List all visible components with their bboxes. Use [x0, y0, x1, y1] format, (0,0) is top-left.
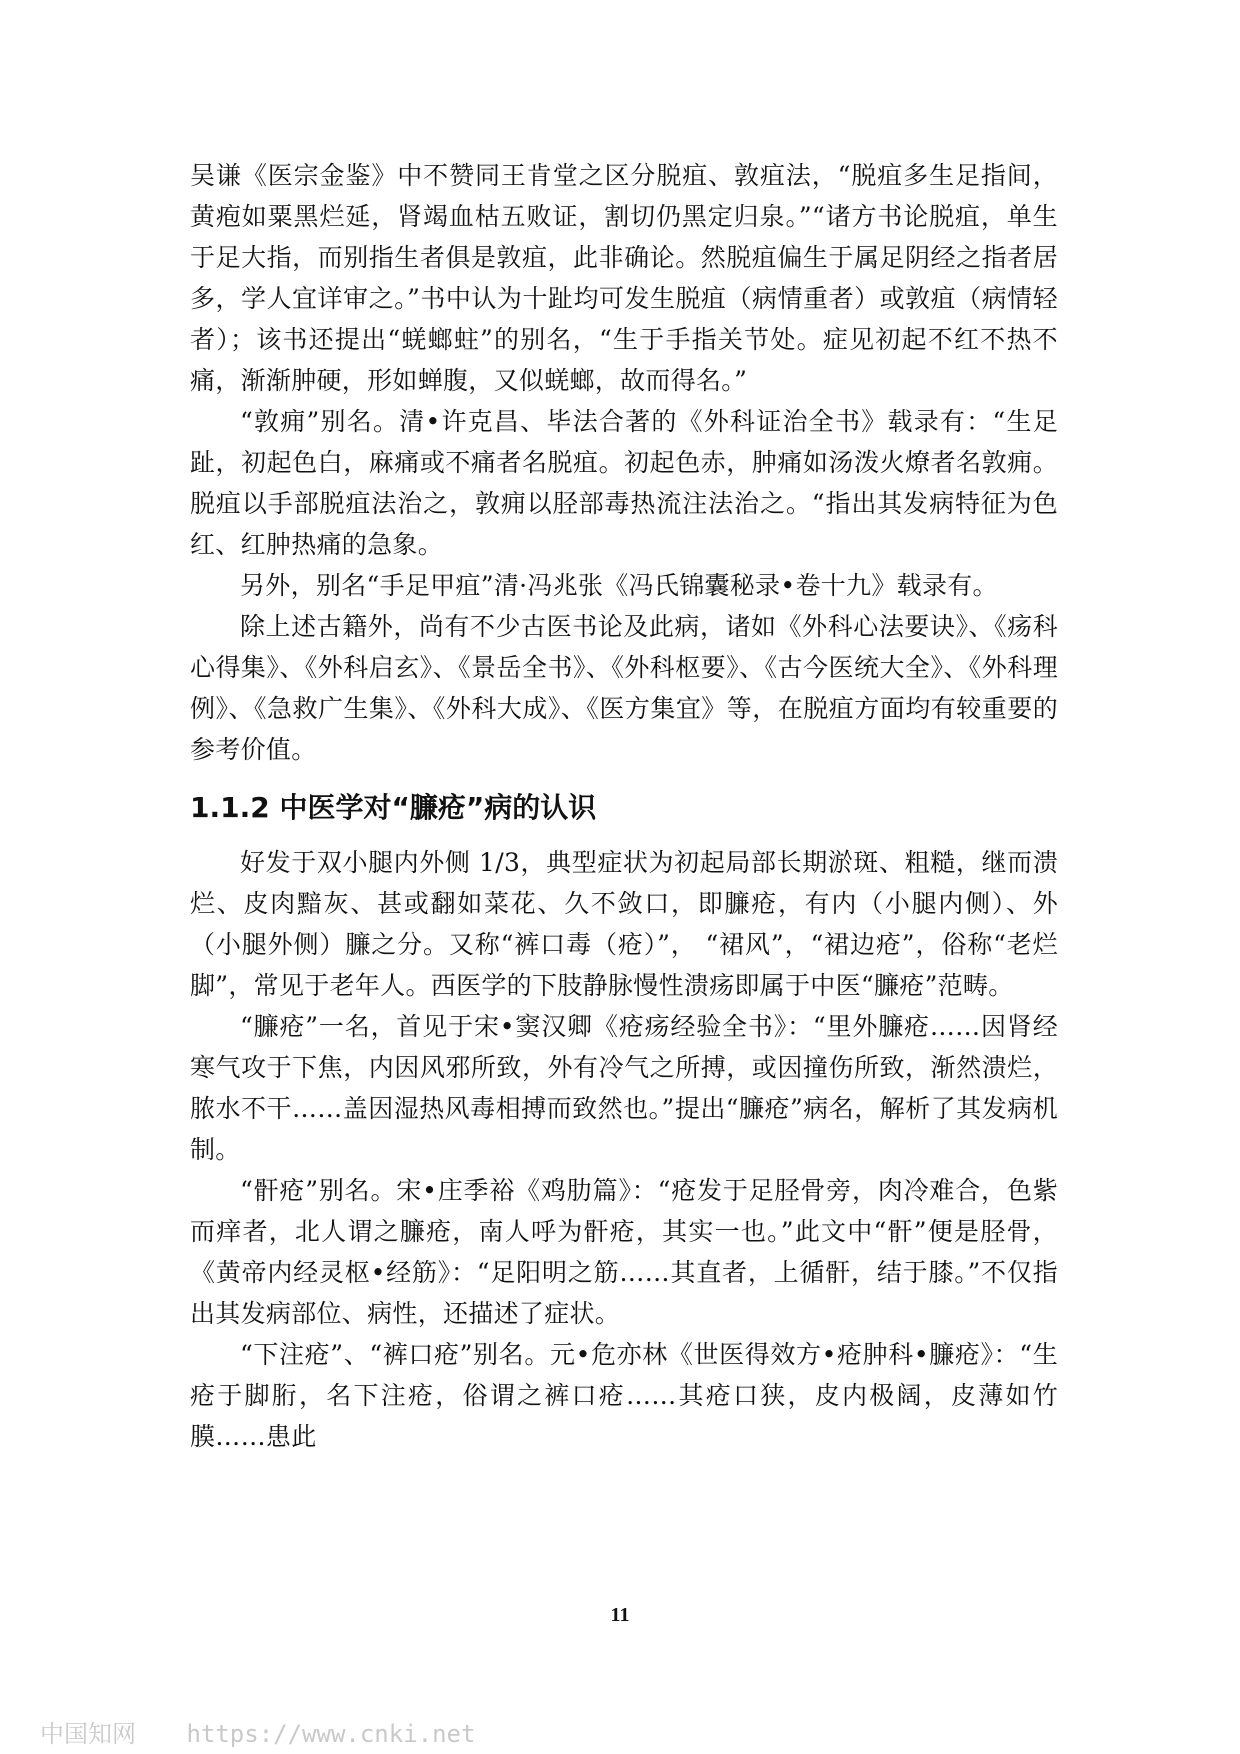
paragraph: “臁疮”一名，首见于宋•窦汉卿《疮疡经验全书》：“里外臁疮……因肾经寒气攻于下焦，内因风邪所致，外有冷气之所搏，或因撞伤所致，渐然溃烂，脓水不干……盖因湿热风毒相搏而致然也。”提出“臁疮”病名，解析了其发病机制。: [190, 1012, 1058, 1164]
paragraph: 吴谦《医宗金鉴》中不赞同王肯堂之区分脱疽、敦疽法，“脱疽多生足指间，黄疱如粟黑烂延，肾竭血枯五败证，割切仍黑定归泉。”“诸方书论脱疽，单生于足大指，而别指生者俱是敦疽，此非确论。然脱疽偏生于属足阴经之指者居多，学人宜详审之。”书中认为十趾均可发生脱疽（病情重者）或敦疽（病情轻者）；该书还提出“蜣螂蛀”的别名，“生于手指关节处。症见初起不红不热不痛，渐渐肿硬，形如蝉腹，又似蜣螂，故而得名。”: [190, 161, 1058, 395]
watermark-url: https://www.cnki.net: [186, 1720, 476, 1748]
body-text: [190, 155, 1058, 1457]
paragraph: 好发于双小腿内外侧 1/3，典型症状为初起局部长期淤斑、粗糙，继而溃烂、皮肉黯灰、甚或翻如菜花、久不敛口，即臁疮，有内（小腿内侧）、外（小腿外侧）臁之分。又称“裤口毒（疮）”， “裙风”，“裙边疮”，俗称“老烂脚”，常见于老年人。西医学的下肢静脉慢性溃疡即属于中医“臁疮”范畴。: [190, 848, 1058, 1000]
page-number: 11: [610, 1604, 630, 1626]
section-heading: 1.1.2 中医学对“臁疮”病的认识: [190, 791, 597, 824]
paragraph: 另外，别名“手足甲疽”清·冯兆张《冯氏锦囊秘录•卷十九》载录有。: [240, 571, 998, 600]
watermark: [40, 1714, 475, 1749]
watermark-site-name: 中国知网: [40, 1720, 136, 1748]
paragraph: “敦痈”别名。清•许克昌、毕法合著的《外科证治全书》载录有：“生足趾，初起色白，麻痛或不痛者名脱疽。初起色赤，肿痛如汤泼火燎者名敦痈。脱疽以手部脱疽法治之，敦痈以胫部毒热流注法治之。“指出其发病特征为色红、红肿热痛的急象。: [190, 407, 1058, 559]
paragraph: “骭疮”别名。宋•庄季裕《鸡肋篇》：“疮发于足胫骨旁，肉冷难合，色紫而痒者，北人谓之臁疮，南人呼为骭疮，其实一也。”此文中“骭”便是胫骨，《黄帝内经灵枢•经筋》：“足阳明之筋……其直者，上循骭，结于膝。”不仅指出其发病部位、病性，还描述了症状。: [190, 1176, 1058, 1328]
paragraph: “下注疮”、“裤口疮”别名。元•危亦林《世医得效方•疮肿科•臁疮》：“生疮于脚胻，名下注疮，俗谓之裤口疮……其疮口狭，皮内极阔，皮薄如竹膜……患此: [190, 1340, 1058, 1451]
paragraph: 除上述古籍外，尚有不少古医书论及此病，诸如《外科心法要诀》、《疡科心得集》、《外科启玄》、《景岳全书》、《外科枢要》、《古今医统大全》、《外科理例》、《急救广生集》、《外科大成》、《医方集宜》等，在脱疽方面均有较重要的参考价值。: [190, 612, 1058, 764]
